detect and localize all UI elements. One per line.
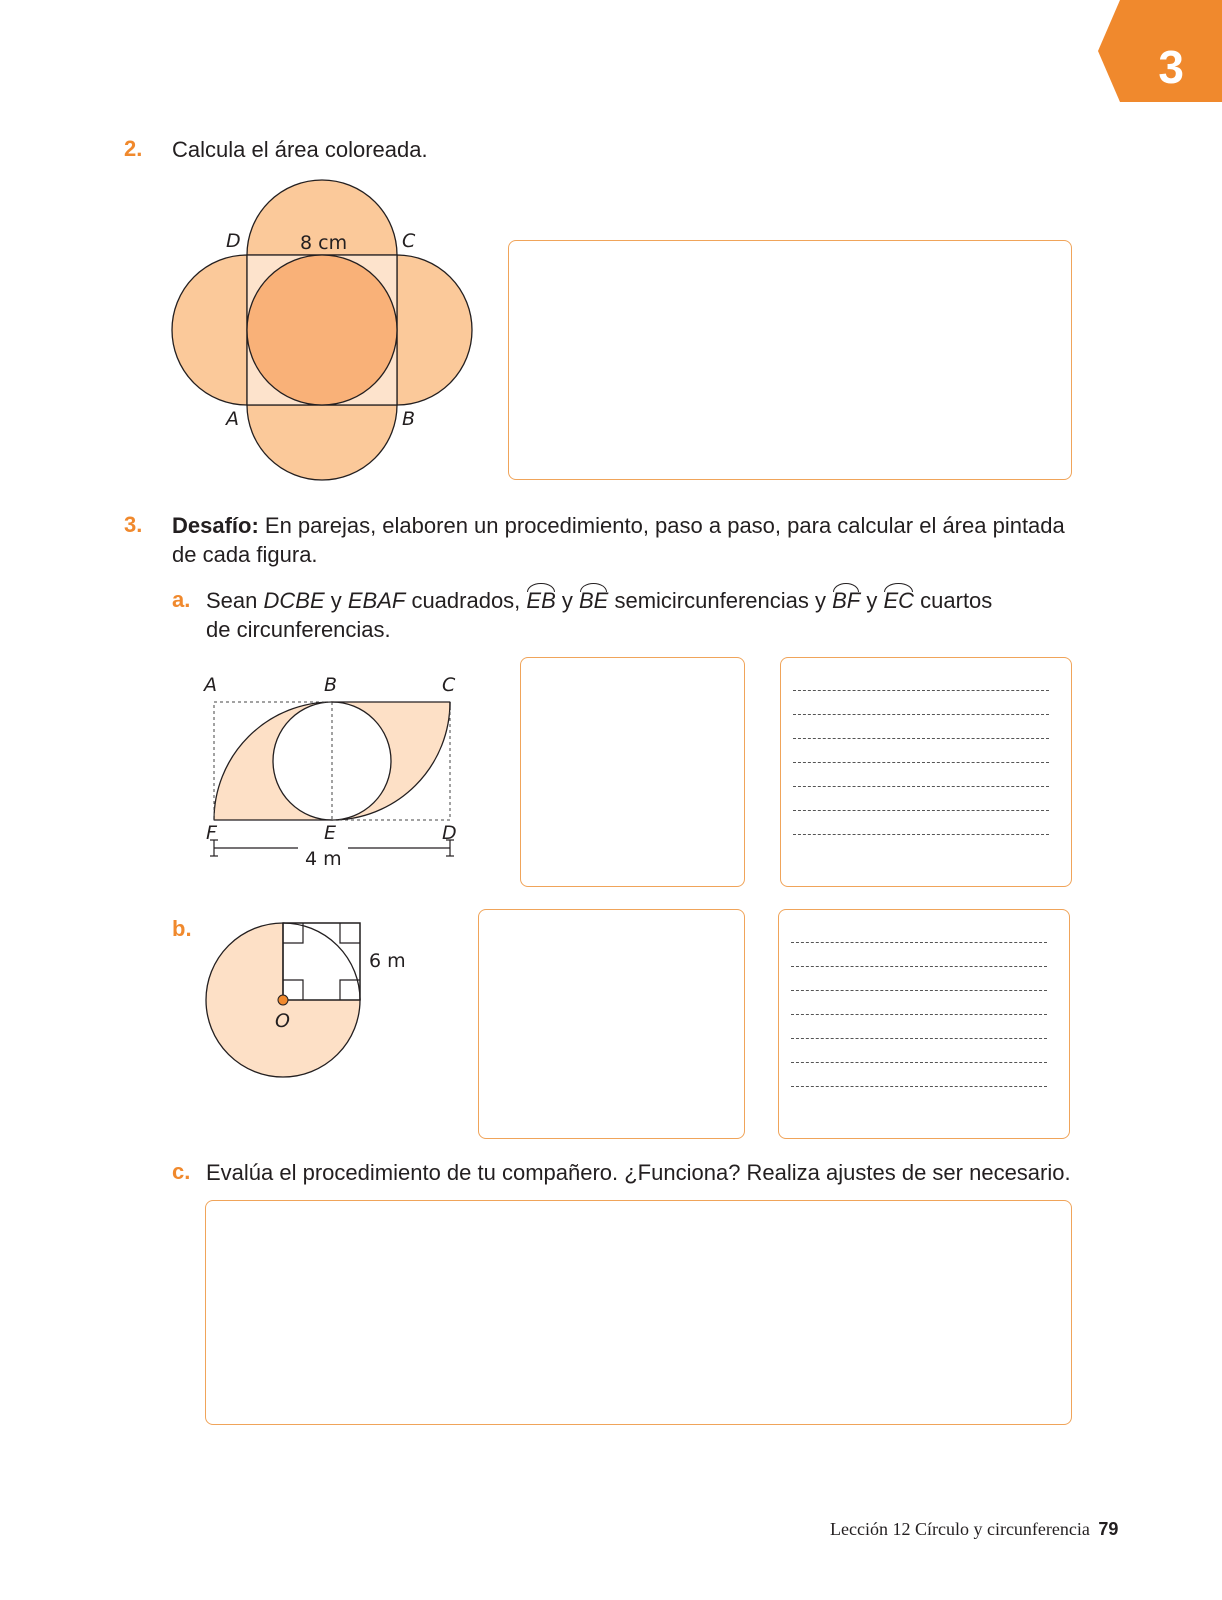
q3a-arc-eb: EB [526, 588, 556, 613]
q3a-t3: cuadrados, [405, 588, 527, 613]
q2-answer-box[interactable] [508, 240, 1072, 480]
q2-label-b: B [402, 408, 416, 430]
question-3-number: 3. [124, 512, 143, 537]
q3a-steps-box[interactable] [780, 657, 1072, 887]
q3a-answer-box[interactable] [520, 657, 745, 887]
question-3-line1: En parejas, elaboren un procedimiento, paso a paso, para calcular el área pintada [258, 513, 1065, 538]
q3b-measure: 6 m [369, 950, 406, 972]
q3a-ebaf: EBAF [347, 588, 406, 613]
question-3-bold: Desafío: [172, 513, 259, 538]
q3a-label-b: B [324, 674, 338, 696]
q3b-answer-box[interactable] [478, 909, 745, 1139]
q3a-label-e: E [324, 822, 337, 844]
page-number: 79 [1098, 1519, 1119, 1539]
q3a-text [206, 586, 1066, 644]
q3b-label-o: O [275, 1010, 290, 1032]
q3a-label-d: D [442, 822, 457, 844]
q3b-steps-box[interactable] [778, 909, 1070, 1139]
q3a-t5: semicircunferencias y [608, 588, 833, 613]
q3b-writing-lines [791, 942, 1047, 1110]
q3a-arc-ec: EC [883, 588, 915, 613]
q2-label-c: C [402, 230, 416, 252]
q3a-arc-be: BE [579, 588, 609, 613]
q3a-t1: Sean [206, 588, 264, 613]
q3a-label-c: C [442, 674, 456, 696]
question-2-number: 2. [124, 136, 143, 161]
q3a-t6: y [860, 588, 884, 613]
q3a-label-a: A [204, 674, 217, 696]
q3a-arc-bf: BF [832, 588, 861, 613]
q3b-figure [200, 915, 380, 1085]
q2-figure [160, 170, 490, 490]
q3b-letter: b. [172, 916, 192, 941]
q3c-letter: c. [172, 1159, 191, 1184]
q2-label-a: A [226, 408, 239, 430]
q2-measure: 8 cm [300, 232, 348, 254]
q3a-label-f: F [206, 822, 217, 844]
question-2-text: Calcula el área coloreada. [172, 137, 428, 162]
q3a-t4: y [555, 588, 579, 613]
q3a-t2: y [324, 588, 348, 613]
question-3-line2: de cada figura. [172, 542, 318, 567]
q3a-line2: de circunferencias. [206, 617, 391, 642]
footer-lesson: Lección 12 [830, 1519, 911, 1539]
q3c-answer-box[interactable] [205, 1200, 1072, 1425]
question-3-text [172, 511, 1072, 569]
q3a-t7: cuartos [914, 588, 993, 613]
chapter-number: 3 [1158, 41, 1184, 93]
q3a-dcbe: DCBE [263, 588, 325, 613]
footer-title: Círculo y circunferencia [914, 1519, 1090, 1539]
q3a-measure: 4 m [305, 848, 342, 870]
q3a-writing-lines [793, 690, 1049, 858]
q2-label-d: D [226, 230, 241, 252]
q3c-text: Evalúa el procedimiento de tu compañero. ¿Funciona? Realiza ajustes de ser necesario. [206, 1160, 1071, 1185]
q3a-letter: a. [172, 587, 191, 612]
footer [830, 1519, 1118, 1540]
